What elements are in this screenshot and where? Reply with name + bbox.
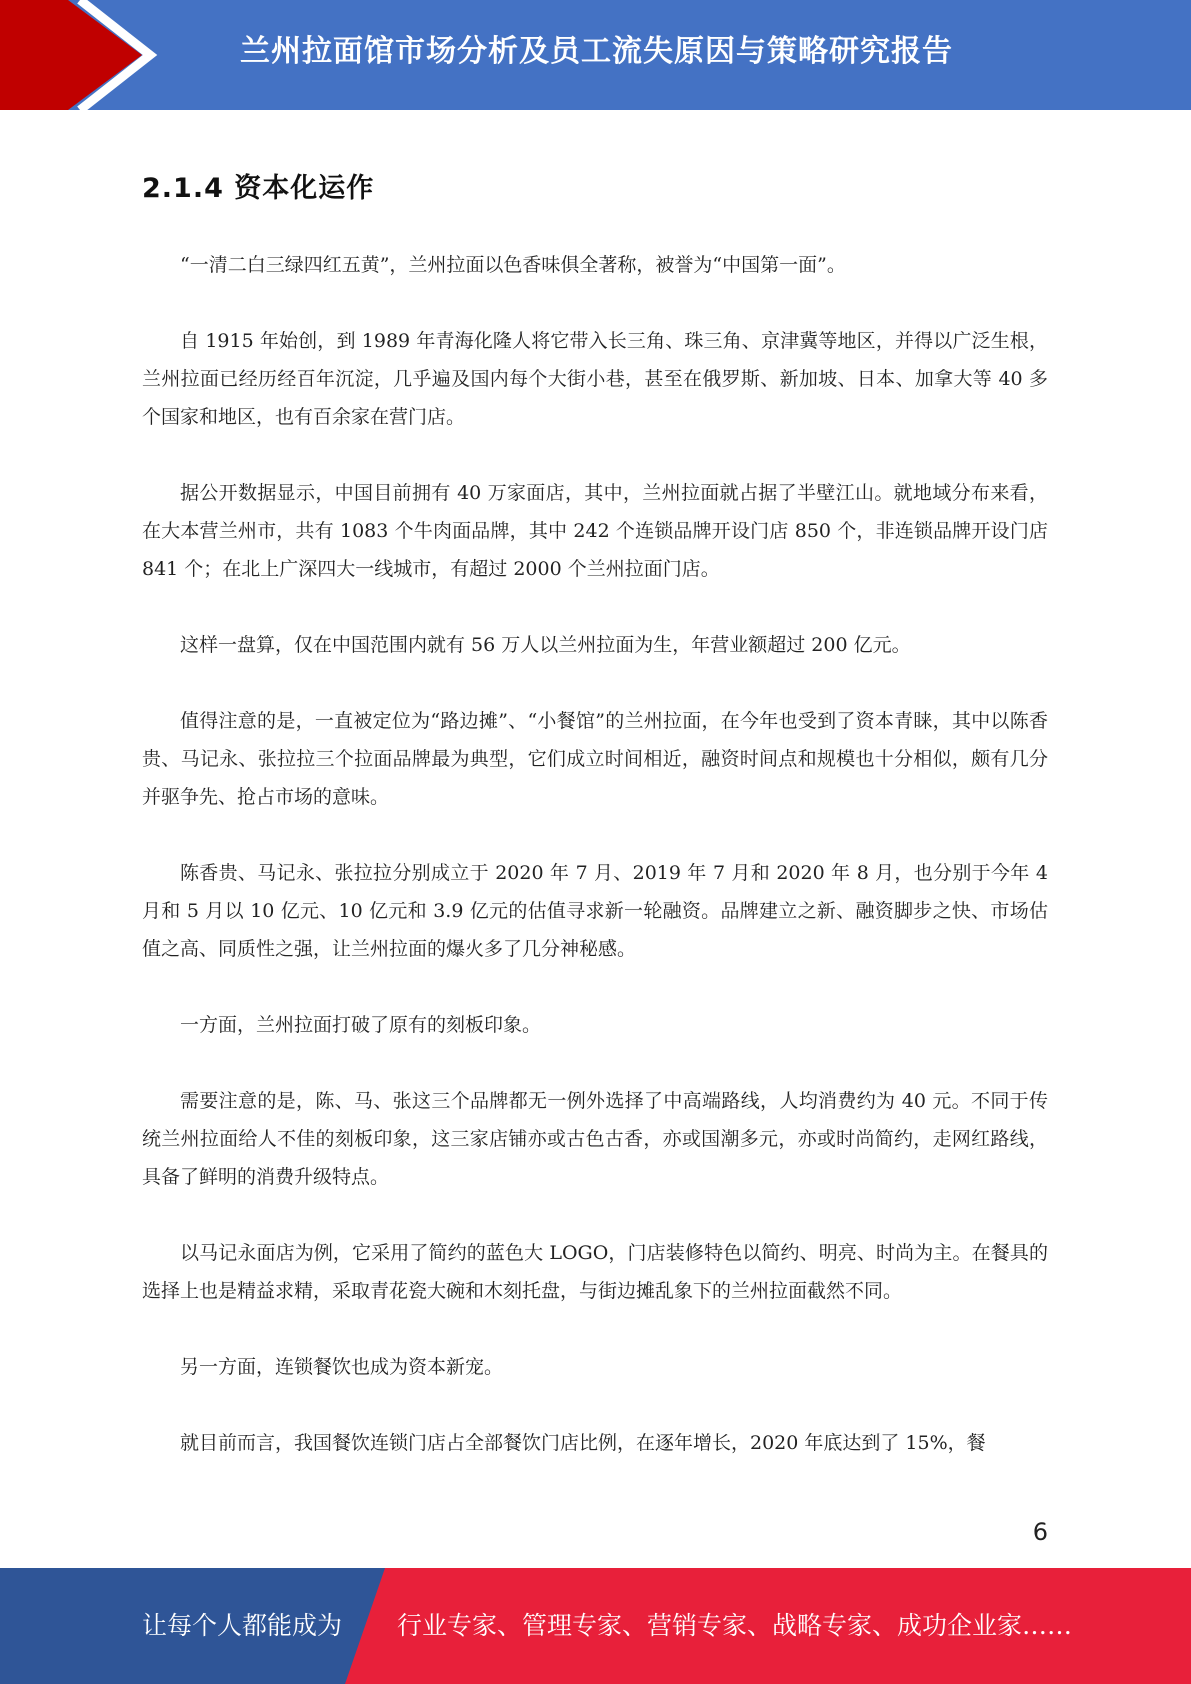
footer-banner (0, 1568, 1191, 1684)
paragraph: “一清二白三绿四红五黄”，兰州拉面以色香味俱全著称，被誉为“中国第一面”。 (180, 254, 846, 276)
document-body (142, 246, 1048, 1500)
header-banner (0, 0, 1191, 110)
footer-slogan-left: 让每个人都能成为 (142, 1611, 343, 1640)
paragraph: 值得注意的是，一直被定位为“路边摊”、“小餐馆”的兰州拉面，在今年也受到了资本青睐，其中以陈香贵、马记永、张拉拉三个拉面品牌最为典型，它们成立时间相近，融资时间点和规模也十分相似，颇有几分并驱争先、抢占市场的意味。 (142, 710, 1048, 808)
paragraph: 陈香贵、马记永、张拉拉分别成立于 2020 年 7 月、2019 年 7 月和 2020 年 8 月，也分别于今年 4 月和 5 月以 10 亿元、10 亿元和 3.9 亿元的估值寻求新一轮融资。品牌建立之新、融资脚步之快、市场估值之高、同质性之强，让兰州拉面的爆火多了几分神秘感。 (142, 862, 1048, 960)
document-title: 兰州拉面馆市场分析及员工流失原因与策略研究报告 (240, 34, 953, 69)
page-number: 6 (1032, 1518, 1048, 1546)
paragraph: 自 1915 年始创，到 1989 年青海化隆人将它带入长三角、珠三角、京津冀等地区，并得以广泛生根，兰州拉面已经历经百年沉淀，几乎遍及国内每个大街小巷，甚至在俄罗斯、新加坡、日本、加拿大等 40 多个国家和地区，也有百余家在营门店。 (142, 330, 1048, 428)
paragraph: 就目前而言，我国餐饮连锁门店占全部餐饮门店比例，在逐年增长，2020 年底达到了 15%，餐 (180, 1432, 986, 1454)
section-heading: 2.1.4 资本化运作 (142, 173, 375, 204)
paragraph: 另一方面，连锁餐饮也成为资本新宠。 (180, 1356, 504, 1378)
paragraph: 据公开数据显示，中国目前拥有 40 万家面店，其中，兰州拉面就占据了半壁江山。就地域分布来看，在大本营兰州市，共有 1083 个牛肉面品牌，其中 242 个连锁品牌开设门店 850 个，非连锁品牌开设门店 841 个；在北上广深四大一线城市，有超过 2000 个兰州拉面门店。 (142, 482, 1048, 580)
paragraph: 以马记永面店为例，它采用了简约的蓝色大 LOGO，门店装修特色以简约、明亮、时尚为主。在餐具的选择上也是精益求精，采取青花瓷大碗和木刻托盘，与街边摊乱象下的兰州拉面截然不同。 (142, 1242, 1048, 1302)
paragraph: 需要注意的是，陈、马、张这三个品牌都无一例外选择了中高端路线，人均消费约为 40 元。不同于传统兰州拉面给人不佳的刻板印象，这三家店铺亦或古色古香，亦或国潮多元，亦或时尚简约，走网红路线，具备了鲜明的消费升级特点。 (142, 1090, 1048, 1188)
footer-slogan-right: 行业专家、管理专家、营销专家、战略专家、成功企业家…… (397, 1611, 1073, 1640)
paragraph: 一方面，兰州拉面打破了原有的刻板印象。 (180, 1014, 542, 1036)
paragraph: 这样一盘算，仅在中国范围内就有 56 万人以兰州拉面为生，年营业额超过 200 亿元。 (180, 634, 911, 656)
